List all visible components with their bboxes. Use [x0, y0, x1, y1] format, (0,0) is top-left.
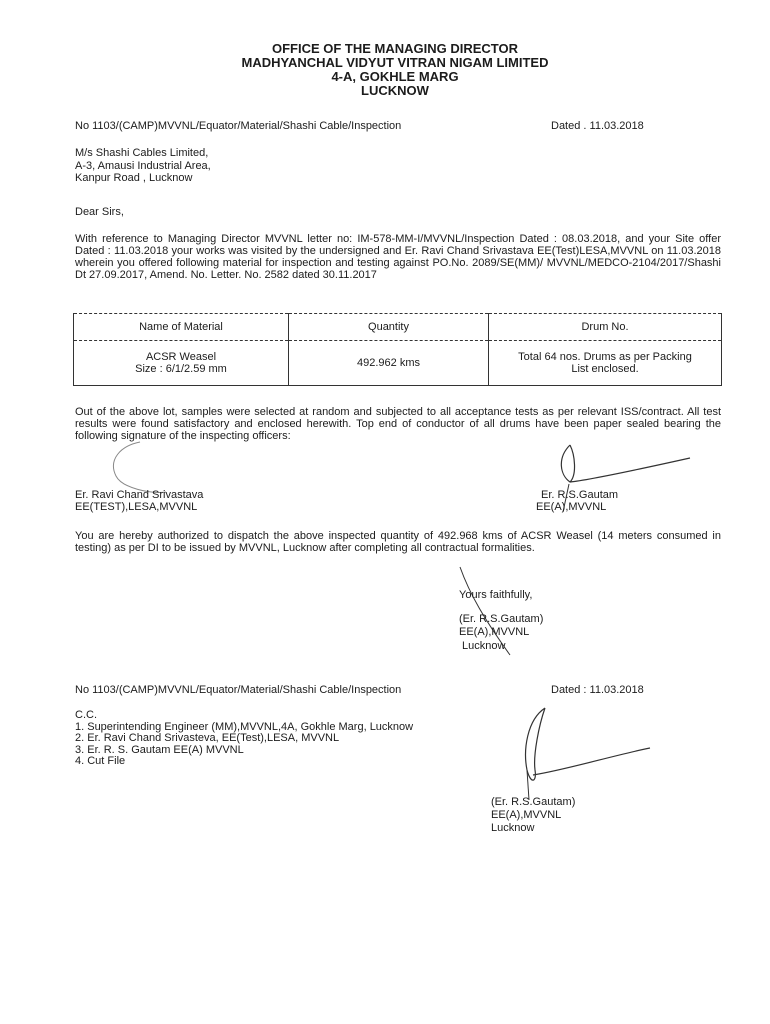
drum-line: List enclosed. — [571, 363, 639, 375]
header-street: 4-A, GOKHLE MARG — [331, 69, 459, 84]
list-item: 1. Superintending Engineer (MM),MVVNL,4A, Gokhle Marg, Lucknow — [75, 720, 414, 733]
cc-label: C.C. — [75, 709, 97, 721]
bottom-signatory-designation: EE(A),MVVNL — [491, 809, 562, 821]
addressee-line: A-3, Amausi Industrial Area, — [75, 159, 211, 172]
header-city: LUCKNOW — [361, 83, 429, 98]
list-item: 2. Er. Ravi Chand Srivasteva, EE(Test),LESA, MVVNL — [75, 732, 340, 744]
authorization-paragraph: You are hereby authorized to dispatch the above inspected quantity of 492.968 kms of ACSR Weasel (14 meters consumed in testing) as per DI to be issued by MVVNL, Lucknow after completing all contractual formalities. — [75, 530, 721, 554]
table-header-row — [74, 314, 722, 341]
findings-paragraph: Out of the above lot, samples were selected at random and subjected to all acceptance tests as per relevant ISS/contract. All test results were found satisfactory and enclosed herewith. Top end of conductor of all drums have been paper sealed bearing the following signature of the inspecting officers: — [75, 406, 721, 442]
list-item: 3. Er. R. S. Gautam EE(A) MVVNL — [75, 743, 244, 756]
header-company-name: MADHYANCHAL VIDYUT VITRAN NIGAM LIMITED — [241, 55, 549, 70]
reference-date: Dated . 11.03.2018 — [551, 120, 644, 132]
table-header-cell: Drum No. — [489, 314, 722, 341]
material-table — [73, 313, 722, 386]
reference-number-2: No 1103/(CAMP)MVVNL/Equator/Material/Shashi Cable/Inspection — [75, 684, 402, 696]
quantity-value: 492.962 kms — [357, 357, 420, 369]
reference-number: No 1103/(CAMP)MVVNL/Equator/Material/Shashi Cable/Inspection — [75, 120, 402, 132]
closing-place: Lucknow — [462, 640, 506, 652]
material-cell — [74, 341, 289, 386]
quantity-cell — [289, 341, 489, 386]
intro-paragraph: With reference to Managing Director MVVNL letter no: IM-578-MM-I/MVVNL/Inspection Dated : 08.03.2018, and your Site offer Dated : 11.03.2018 your works was visited by the undersigned and Er. Ravi Chand Srivastava EE(Test)LESA,MVVNL on 11.03.2018 wherein you offered following material for inspection and testing against PO.No. 2089/SE(MM)/ MVVNL/MEDCO-2104/2017/Shashi Dt 27.09.2017, Amend. No. Letter. No. 2582 dated 30.11.2017 — [75, 233, 721, 281]
list-item: 4. Cut File — [75, 755, 126, 767]
officer-left-name: Er. Ravi Chand Srivastava — [75, 489, 204, 501]
closing-signatory-designation: EE(A),MVVNL — [459, 626, 530, 638]
reference-date-2: Dated : 11.03.2018 — [551, 684, 644, 696]
material-size: Size : 6/1/2.59 mm — [135, 363, 227, 375]
closing-signatory-name: (Er. R.S.Gautam) — [459, 613, 544, 625]
officer-right-name: Er. R.S.Gautam — [541, 489, 619, 501]
bottom-signature-image — [505, 700, 655, 810]
cc-block — [75, 710, 413, 768]
addressee-block — [75, 147, 211, 185]
table-header-cell: Name of Material — [74, 314, 289, 341]
officer-right-designation: EE(A),MVVNL — [536, 501, 607, 513]
table-row — [74, 341, 722, 386]
drum-cell — [489, 341, 722, 386]
bottom-signatory-name: (Er. R.S.Gautam) — [491, 796, 576, 808]
bottom-signatory-place: Lucknow — [491, 822, 535, 834]
table-header-cell: Quantity — [289, 314, 489, 341]
officer-left-designation: EE(TEST),LESA,MVVNL — [75, 501, 198, 513]
closing-yours-faithfully: Yours faithfully, — [459, 589, 533, 601]
header-office-title: OFFICE OF THE MANAGING DIRECTOR — [271, 41, 519, 56]
salutation: Dear Sirs, — [75, 206, 124, 218]
addressee-line: M/s Shashi Cables Limited, — [75, 147, 209, 159]
material-name: ACSR Weasel — [145, 351, 217, 363]
drum-line: Total 64 nos. Drums as per Packing — [518, 351, 692, 363]
addressee-line: Kanpur Road , Lucknow — [75, 172, 193, 184]
